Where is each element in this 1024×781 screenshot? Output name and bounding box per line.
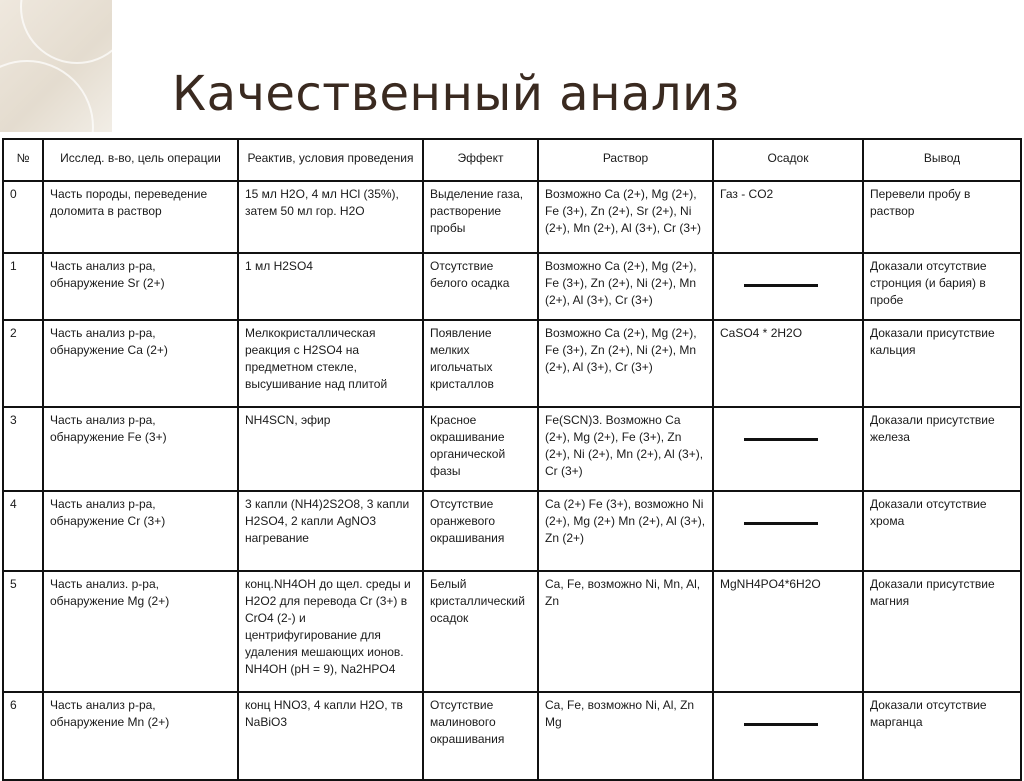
table-row <box>3 407 1021 491</box>
decorative-ring <box>20 0 134 64</box>
cell-reagent: 1 мл H2SO4 <box>238 253 423 320</box>
cell-reagent: Мелкокристаллическая реакция с H2SO4 на предметном стекле, высушивание над плитой <box>238 320 423 407</box>
cell-solution: Возможно Ca (2+), Mg (2+), Fe (3+), Zn (2+), Ni (2+), Mn (2+), Al (3+), Cr (3+) <box>538 253 713 320</box>
table-sheet <box>0 132 1024 767</box>
cell-precipitate <box>713 407 863 491</box>
cell-num: 6 <box>3 692 43 780</box>
cell-conclusion: Доказали присутствие кальция <box>863 320 1021 407</box>
table-row <box>3 571 1021 692</box>
cell-subject: Часть породы, переведение доломита в раствор <box>43 181 238 253</box>
cell-reagent: конц HNO3, 4 капли H2O, тв NaBiO3 <box>238 692 423 780</box>
cell-num: 4 <box>3 491 43 571</box>
cell-num: 0 <box>3 181 43 253</box>
cell-precipitate: CaSO4 * 2H2O <box>713 320 863 407</box>
cell-solution: Ca, Fe, возможно Ni, Al, Zn Mg <box>538 692 713 780</box>
cell-num: 1 <box>3 253 43 320</box>
cell-effect: Красное окрашивание органической фазы <box>423 407 538 491</box>
header-cell-solution: Раствор <box>538 139 713 181</box>
cell-reagent: 3 капли (NH4)2S2O8, 3 капли H2SO4, 2 капли AgNO3 нагревание <box>238 491 423 571</box>
cell-reagent: NH4SCN, эфир <box>238 407 423 491</box>
cell-conclusion: Доказали присутствие магния <box>863 571 1021 692</box>
no-precipitate-dash <box>744 723 818 726</box>
cell-num: 5 <box>3 571 43 692</box>
cell-num: 2 <box>3 320 43 407</box>
cell-conclusion: Доказали отсутствие стронция (и бария) в пробе <box>863 253 1021 320</box>
cell-solution: Ca, Fe, возможно Ni, Mn, Al, Zn <box>538 571 713 692</box>
no-precipitate-dash <box>744 522 818 525</box>
cell-effect: Белый кристаллический осадок <box>423 571 538 692</box>
cell-effect: Отсутствие малинового окрашивания <box>423 692 538 780</box>
header-cell-num: № <box>3 139 43 181</box>
no-precipitate-dash <box>744 284 818 287</box>
cell-subject: Часть анализ р-ра, обнаружение Fe (3+) <box>43 407 238 491</box>
no-precipitate-dash <box>744 438 818 441</box>
cell-conclusion: Перевели пробу в раствор <box>863 181 1021 253</box>
cell-reagent: 15 мл H2O, 4 мл HCl (35%), затем 50 мл гор. H2O <box>238 181 423 253</box>
cell-effect: Появление мелких игольчатых кристаллов <box>423 320 538 407</box>
header-row <box>3 139 1021 181</box>
cell-effect: Отсутствие белого осадка <box>423 253 538 320</box>
header-cell-reagent: Реактив, условия проведения <box>238 139 423 181</box>
table-row <box>3 320 1021 407</box>
decorative-corner <box>0 0 112 140</box>
cell-subject: Часть анализ. р-ра, обнаружение Mg (2+) <box>43 571 238 692</box>
cell-solution: Fe(SCN)3. Возможно Ca (2+), Mg (2+), Fe (3+), Zn (2+), Ni (2+), Mn (2+), Al (3+), Cr (3+) <box>538 407 713 491</box>
slide-title: Качественный анализ <box>172 66 740 122</box>
table-row <box>3 491 1021 571</box>
cell-precipitate: MgNH4PO4*6H2O <box>713 571 863 692</box>
analysis-table <box>2 138 1022 781</box>
header-cell-precipitate: Осадок <box>713 139 863 181</box>
cell-solution: Возможно Ca (2+), Mg (2+), Fe (3+), Zn (2+), Sr (2+), Ni (2+), Mn (2+), Al (3+), Cr (3+) <box>538 181 713 253</box>
cell-subject: Часть анализ р-ра, обнаружение Mn (2+) <box>43 692 238 780</box>
cell-conclusion: Доказали отсутствие марганца <box>863 692 1021 780</box>
cell-num: 3 <box>3 407 43 491</box>
cell-effect: Отсутствие оранжевого окрашивания <box>423 491 538 571</box>
cell-subject: Часть анализ р-ра, обнаружение Ca (2+) <box>43 320 238 407</box>
cell-precipitate: Газ - CO2 <box>713 181 863 253</box>
header-cell-effect: Эффект <box>423 139 538 181</box>
cell-effect: Выделение газа, растворение пробы <box>423 181 538 253</box>
cell-subject: Часть анализ р-ра, обнаружение Cr (3+) <box>43 491 238 571</box>
header-cell-conclusion: Вывод <box>863 139 1021 181</box>
table-row <box>3 181 1021 253</box>
cell-solution: Возможно Ca (2+), Mg (2+), Fe (3+), Zn (2+), Ni (2+), Mn (2+), Al (3+), Cr (3+) <box>538 320 713 407</box>
cell-reagent: конц.NH4OH до щел. среды и H2O2 для перевода Cr (3+) в CrO4 (2-) и центрифугирование для удаления мешающих ионов. NH4OH (pH = 9), Na2HPO4 <box>238 571 423 692</box>
cell-conclusion: Доказали присутствие железа <box>863 407 1021 491</box>
header-cell-subject: Исслед. в-во, цель операции <box>43 139 238 181</box>
cell-subject: Часть анализ р-ра, обнаружение Sr (2+) <box>43 253 238 320</box>
cell-precipitate <box>713 253 863 320</box>
cell-solution: Ca (2+) Fe (3+), возможно Ni (2+), Mg (2+) Mn (2+), Al (3+), Zn (2+) <box>538 491 713 571</box>
cell-conclusion: Доказали отсутствие хрома <box>863 491 1021 571</box>
cell-precipitate <box>713 491 863 571</box>
table-row <box>3 253 1021 320</box>
